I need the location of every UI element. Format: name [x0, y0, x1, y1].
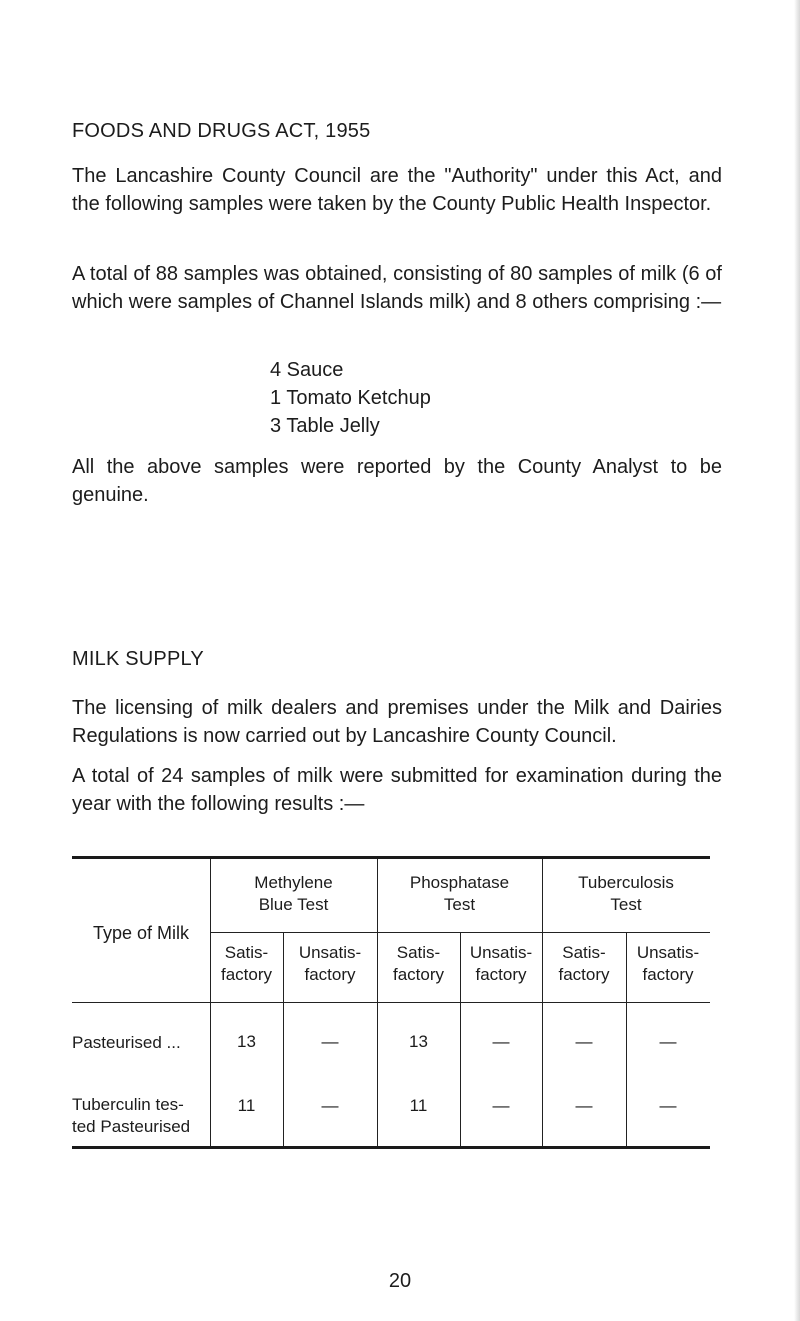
table-row-label: Pasteurised ...	[72, 1033, 181, 1052]
list-item: 1 Tomato Ketchup	[270, 387, 431, 409]
header-methylene-blue: Methylene Blue Test	[254, 873, 333, 914]
table-cell: —	[321, 1032, 339, 1051]
paragraph-licensing: The licensing of milk dealers and premises under the Milk and Dairies Regulations is now carried out by Lancashire County Council.	[72, 697, 722, 747]
subheader-unsatisfactory: Unsatis- factory	[469, 943, 533, 984]
table-bottom-rule	[72, 1146, 710, 1149]
subheader-unsatisfactory: Unsatis- factory	[298, 943, 362, 984]
samples-list	[270, 356, 431, 440]
subheader-satisfactory: Satis- factory	[220, 943, 273, 984]
table-cell: —	[492, 1032, 510, 1051]
header-type-of-milk: Type of Milk	[92, 923, 190, 943]
list-item: 3 Table Jelly	[270, 415, 380, 437]
table-cell: —	[575, 1032, 593, 1051]
table-row-label: Tuberculin tes- ted Pasteurised	[72, 1095, 191, 1136]
subheader-unsatisfactory: Unsatis- factory	[636, 943, 700, 984]
subheader-satisfactory: Satis- factory	[392, 943, 445, 984]
table-cell: —	[321, 1096, 339, 1115]
table-cell: —	[492, 1096, 510, 1115]
table-top-rule	[72, 856, 710, 859]
table-cell: —	[659, 1096, 677, 1115]
table-cell: 11	[409, 1096, 428, 1115]
table-cell: 13	[409, 1032, 428, 1051]
table-cell: —	[575, 1096, 593, 1115]
page-edge-shadow	[794, 0, 800, 1321]
table-cell: 11	[237, 1096, 256, 1115]
subheader-satisfactory: Satis- factory	[558, 943, 610, 984]
table-cell: 13	[237, 1032, 256, 1051]
paragraph-samples-total: A total of 88 samples was obtained, consisting of 80 samples of milk (6 of which were samples of Channel Islands milk) and 8 others comprising :—	[72, 263, 722, 313]
list-item: 4 Sauce	[270, 359, 344, 381]
paragraph-milk-samples: A total of 24 samples of milk were submitted for examination during the year with the following results :—	[72, 765, 722, 815]
table-cell: —	[659, 1032, 677, 1051]
page-number: 20	[388, 1270, 412, 1292]
header-tuberculosis: Tuberculosis Test	[578, 873, 674, 914]
section-title-milk-supply: MILK SUPPLY	[72, 648, 204, 670]
paragraph-authority: The Lancashire County Council are the "Authority" under this Act, and the following samples were taken by the County Public Health Inspector.	[72, 165, 722, 215]
paragraph-analyst: All the above samples were reported by the County Analyst to be genuine.	[72, 456, 722, 506]
section-title-foods-drugs: FOODS AND DRUGS ACT, 1955	[72, 120, 371, 142]
milk-results-table	[72, 856, 710, 1149]
header-phosphatase: Phosphatase Test	[409, 873, 510, 914]
